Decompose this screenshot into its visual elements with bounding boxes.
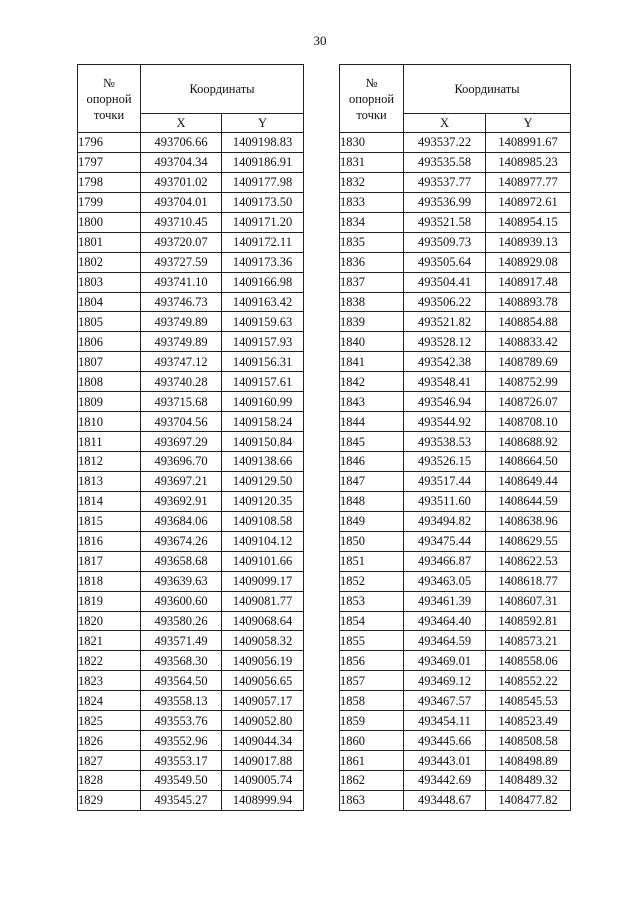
y-coordinate-cell: 1408592.81 [486, 611, 571, 631]
x-coordinate-cell: 493546.94 [404, 392, 486, 412]
point-number-cell: 1830 [340, 133, 404, 153]
x-coordinate-cell: 493701.02 [141, 172, 222, 192]
x-coordinate-cell: 493704.01 [141, 192, 222, 212]
point-number-cell: 1800 [78, 212, 141, 232]
point-number-cell: 1833 [340, 192, 404, 212]
y-coordinate-cell: 1408629.55 [486, 531, 571, 551]
y-coordinate-cell: 1408999.94 [222, 790, 304, 810]
y-coordinate-cell: 1408664.50 [486, 452, 571, 472]
x-coordinate-cell: 493740.28 [141, 372, 222, 392]
x-coordinate-cell: 493542.38 [404, 352, 486, 372]
x-coordinate-cell: 493469.12 [404, 671, 486, 691]
table-row [340, 352, 571, 372]
point-number-header-line3: точки [93, 107, 125, 122]
point-number-cell: 1847 [340, 471, 404, 491]
x-coordinate-cell: 493741.10 [141, 272, 222, 292]
x-coordinate-cell: 493706.66 [141, 133, 222, 153]
y-coordinate-cell: 1409108.58 [222, 511, 304, 531]
y-coordinate-cell: 1408752.99 [486, 372, 571, 392]
y-coordinate-cell: 1408789.69 [486, 352, 571, 372]
point-number-cell: 1821 [78, 631, 141, 651]
x-coordinate-cell: 493454.11 [404, 711, 486, 731]
y-coordinate-cell: 1408939.13 [486, 232, 571, 252]
point-number-cell: 1806 [78, 332, 141, 352]
y-coordinate-cell: 1408644.59 [486, 491, 571, 511]
point-number-cell: 1850 [340, 531, 404, 551]
x-coordinate-cell: 493494.82 [404, 511, 486, 531]
y-coordinate-cell: 1408622.53 [486, 551, 571, 571]
x-coordinate-cell: 493704.34 [141, 152, 222, 172]
y-coordinate-cell: 1408929.08 [486, 252, 571, 272]
table-row [340, 691, 571, 711]
table-row [340, 611, 571, 631]
x-coordinate-cell: 493521.58 [404, 212, 486, 232]
y-coordinate-cell: 1409138.66 [222, 452, 304, 472]
table-row [340, 790, 571, 810]
x-coordinate-cell: 493747.12 [141, 352, 222, 372]
x-coordinate-cell: 493564.50 [141, 671, 222, 691]
point-number-cell: 1814 [78, 491, 141, 511]
table-row [78, 611, 304, 631]
y-coordinate-cell: 1408985.23 [486, 152, 571, 172]
table-row [78, 691, 304, 711]
y-coordinate-cell: 1408638.96 [486, 511, 571, 531]
y-coordinate-cell: 1409150.84 [222, 432, 304, 452]
y-coordinate-cell: 1408618.77 [486, 571, 571, 591]
x-coordinate-cell: 493467.57 [404, 691, 486, 711]
x-coordinate-cell: 493504.41 [404, 272, 486, 292]
table-row [340, 711, 571, 731]
x-coordinate-cell: 493538.53 [404, 432, 486, 452]
x-coordinate-cell: 493692.91 [141, 491, 222, 511]
x-coordinate-cell: 493466.87 [404, 551, 486, 571]
table-row [78, 571, 304, 591]
y-coordinate-cell: 1409172.11 [222, 232, 304, 252]
x-coordinate-cell: 493509.73 [404, 232, 486, 252]
point-number-cell: 1823 [78, 671, 141, 691]
point-number-cell: 1801 [78, 232, 141, 252]
x-coordinate-cell: 493537.77 [404, 172, 486, 192]
table-row [340, 671, 571, 691]
point-number-header-line1: № [103, 75, 115, 90]
point-number-cell: 1835 [340, 232, 404, 252]
y-coordinate-cell: 1408477.82 [486, 790, 571, 810]
y-coordinate-cell: 1409104.12 [222, 531, 304, 551]
y-coordinate-cell: 1409005.74 [222, 771, 304, 791]
table-row [78, 272, 304, 292]
x-coordinate-cell: 493448.67 [404, 790, 486, 810]
table-row [78, 332, 304, 352]
table-row [340, 591, 571, 611]
point-number-cell: 1855 [340, 631, 404, 651]
y-coordinate-cell: 1409044.34 [222, 731, 304, 751]
x-coordinate-cell: 493746.73 [141, 292, 222, 312]
table-row [78, 471, 304, 491]
x-coordinate-cell: 493528.12 [404, 332, 486, 352]
point-number-cell: 1858 [340, 691, 404, 711]
y-coordinate-cell: 1408508.58 [486, 731, 571, 751]
table-row [340, 531, 571, 551]
x-coordinate-cell: 493445.66 [404, 731, 486, 751]
point-number-cell: 1820 [78, 611, 141, 631]
point-number-cell: 1843 [340, 392, 404, 412]
coordinates-header: Координаты [404, 65, 571, 114]
x-coordinate-cell: 493552.96 [141, 731, 222, 751]
table-row [78, 432, 304, 452]
point-number-header-line2: опорной [348, 91, 395, 106]
point-number-cell: 1846 [340, 452, 404, 472]
y-coordinate-cell: 1408552.22 [486, 671, 571, 691]
table-row [340, 412, 571, 432]
y-coordinate-cell: 1408688.92 [486, 432, 571, 452]
table-row [78, 192, 304, 212]
x-coordinate-cell: 493639.63 [141, 571, 222, 591]
x-coordinate-cell: 493568.30 [141, 651, 222, 671]
y-coordinate-cell: 1408893.78 [486, 292, 571, 312]
point-number-cell: 1805 [78, 312, 141, 332]
coordinates-header: Координаты [141, 65, 304, 114]
y-coordinate-cell: 1408708.10 [486, 412, 571, 432]
x-coordinate-cell: 493544.92 [404, 412, 486, 432]
point-number-cell: 1863 [340, 790, 404, 810]
y-column-header: Y [486, 114, 571, 133]
table-row [340, 292, 571, 312]
x-coordinate-cell: 493727.59 [141, 252, 222, 272]
table-row [78, 771, 304, 791]
y-coordinate-cell: 1408917.48 [486, 272, 571, 292]
point-number-cell: 1849 [340, 511, 404, 531]
table-row [78, 352, 304, 372]
table-row [340, 192, 571, 212]
right-table-body [340, 133, 571, 811]
y-coordinate-cell: 1409171.20 [222, 212, 304, 232]
point-number-cell: 1841 [340, 352, 404, 372]
y-coordinate-cell: 1408854.88 [486, 312, 571, 332]
x-coordinate-cell: 493443.01 [404, 751, 486, 771]
y-coordinate-cell: 1408833.42 [486, 332, 571, 352]
table-row [340, 751, 571, 771]
table-row [340, 232, 571, 252]
table-row [78, 651, 304, 671]
point-number-cell: 1799 [78, 192, 141, 212]
y-coordinate-cell: 1408954.15 [486, 212, 571, 232]
point-number-cell: 1829 [78, 790, 141, 810]
x-coordinate-cell: 493710.45 [141, 212, 222, 232]
x-coordinate-cell: 493696.70 [141, 452, 222, 472]
table-row [78, 133, 304, 153]
table-row [78, 631, 304, 651]
point-number-cell: 1827 [78, 751, 141, 771]
table-row [340, 172, 571, 192]
x-coordinate-cell: 493553.17 [141, 751, 222, 771]
y-coordinate-cell: 1409017.88 [222, 751, 304, 771]
y-coordinate-cell: 1409173.50 [222, 192, 304, 212]
table-row [78, 372, 304, 392]
x-coordinate-cell: 493521.82 [404, 312, 486, 332]
y-coordinate-cell: 1409156.31 [222, 352, 304, 372]
y-coordinate-cell: 1408607.31 [486, 591, 571, 611]
x-coordinate-cell: 493506.22 [404, 292, 486, 312]
table-row [78, 711, 304, 731]
x-coordinate-cell: 493464.40 [404, 611, 486, 631]
table-row [78, 172, 304, 192]
table-row [78, 531, 304, 551]
coordinates-table-left [77, 64, 304, 811]
point-number-cell: 1851 [340, 551, 404, 571]
y-coordinate-cell: 1408649.44 [486, 471, 571, 491]
point-number-cell: 1804 [78, 292, 141, 312]
point-number-cell: 1798 [78, 172, 141, 192]
table-row [340, 471, 571, 491]
y-coordinate-cell: 1409186.91 [222, 152, 304, 172]
y-coordinate-cell: 1409159.63 [222, 312, 304, 332]
y-coordinate-cell: 1408498.89 [486, 751, 571, 771]
point-number-cell: 1832 [340, 172, 404, 192]
point-number-cell: 1817 [78, 551, 141, 571]
point-number-cell: 1818 [78, 571, 141, 591]
table-row [340, 731, 571, 751]
point-number-cell: 1828 [78, 771, 141, 791]
x-coordinate-cell: 493749.89 [141, 312, 222, 332]
point-number-cell: 1853 [340, 591, 404, 611]
point-number-cell: 1797 [78, 152, 141, 172]
x-coordinate-cell: 493469.01 [404, 651, 486, 671]
y-coordinate-cell: 1409056.65 [222, 671, 304, 691]
table-row [340, 212, 571, 232]
point-number-cell: 1857 [340, 671, 404, 691]
x-coordinate-cell: 493674.26 [141, 531, 222, 551]
x-coordinate-cell: 493535.58 [404, 152, 486, 172]
x-coordinate-cell: 493475.44 [404, 531, 486, 551]
table-row [78, 452, 304, 472]
table-row [78, 491, 304, 511]
y-coordinate-cell: 1409057.17 [222, 691, 304, 711]
table-row [340, 133, 571, 153]
y-coordinate-cell: 1408726.07 [486, 392, 571, 412]
x-coordinate-cell: 493463.05 [404, 571, 486, 591]
table-row [340, 491, 571, 511]
point-number-cell: 1834 [340, 212, 404, 232]
table-row [78, 751, 304, 771]
x-coordinate-cell: 493697.21 [141, 471, 222, 491]
point-number-cell: 1803 [78, 272, 141, 292]
y-coordinate-cell: 1408489.32 [486, 771, 571, 791]
table-row [78, 252, 304, 272]
x-coordinate-cell: 493545.27 [141, 790, 222, 810]
y-coordinate-cell: 1409058.32 [222, 631, 304, 651]
table-row [340, 551, 571, 571]
y-coordinate-cell: 1409129.50 [222, 471, 304, 491]
table-row [78, 392, 304, 412]
point-number-header-line3: точки [356, 107, 387, 122]
table-row [78, 551, 304, 571]
x-coordinate-cell: 493461.39 [404, 591, 486, 611]
x-coordinate-cell: 493553.76 [141, 711, 222, 731]
x-coordinate-cell: 493658.68 [141, 551, 222, 571]
point-number-cell: 1826 [78, 731, 141, 751]
y-coordinate-cell: 1409157.61 [222, 372, 304, 392]
point-number-cell: 1810 [78, 412, 141, 432]
point-number-cell: 1852 [340, 571, 404, 591]
point-number-cell: 1842 [340, 372, 404, 392]
table-row [340, 392, 571, 412]
table-row [78, 731, 304, 751]
point-number-cell: 1825 [78, 711, 141, 731]
x-coordinate-cell: 493704.56 [141, 412, 222, 432]
x-coordinate-cell: 493697.29 [141, 432, 222, 452]
x-coordinate-cell: 493442.69 [404, 771, 486, 791]
table-row [340, 511, 571, 531]
point-number-cell: 1860 [340, 731, 404, 751]
table-row [78, 412, 304, 432]
table-row [340, 771, 571, 791]
point-number-cell: 1808 [78, 372, 141, 392]
point-number-cell: 1839 [340, 312, 404, 332]
x-column-header: X [141, 114, 222, 133]
point-number-cell: 1822 [78, 651, 141, 671]
table-row [78, 591, 304, 611]
y-coordinate-cell: 1408573.21 [486, 631, 571, 651]
y-coordinate-cell: 1409120.35 [222, 491, 304, 511]
page-number: 30 [313, 33, 327, 48]
y-coordinate-cell: 1409198.83 [222, 133, 304, 153]
point-number-header [340, 65, 404, 133]
x-coordinate-cell: 493715.68 [141, 392, 222, 412]
point-number-cell: 1813 [78, 471, 141, 491]
point-number-header-line1: № [365, 75, 378, 90]
table-row [340, 252, 571, 272]
table-row [78, 152, 304, 172]
y-coordinate-cell: 1409056.19 [222, 651, 304, 671]
y-coordinate-cell: 1409099.17 [222, 571, 304, 591]
y-coordinate-cell: 1408972.61 [486, 192, 571, 212]
x-coordinate-cell: 493600.60 [141, 591, 222, 611]
table-row [78, 671, 304, 691]
point-number-cell: 1796 [78, 133, 141, 153]
y-coordinate-cell: 1409157.93 [222, 332, 304, 352]
y-coordinate-cell: 1409173.36 [222, 252, 304, 272]
x-coordinate-cell: 493464.59 [404, 631, 486, 651]
y-coordinate-cell: 1409177.98 [222, 172, 304, 192]
y-coordinate-cell: 1409160.99 [222, 392, 304, 412]
y-coordinate-cell: 1409052.80 [222, 711, 304, 731]
y-coordinate-cell: 1408523.49 [486, 711, 571, 731]
point-number-header-line2: опорной [86, 91, 132, 106]
x-coordinate-cell: 493580.26 [141, 611, 222, 631]
x-coordinate-cell: 493505.64 [404, 252, 486, 272]
y-coordinate-cell: 1409158.24 [222, 412, 304, 432]
x-coordinate-cell: 493749.89 [141, 332, 222, 352]
table-row [340, 631, 571, 651]
point-number-cell: 1812 [78, 452, 141, 472]
point-number-cell: 1845 [340, 432, 404, 452]
point-number-cell: 1831 [340, 152, 404, 172]
y-coordinate-cell: 1409166.98 [222, 272, 304, 292]
point-number-cell: 1854 [340, 611, 404, 631]
table-row [340, 651, 571, 671]
table-row [340, 571, 571, 591]
x-coordinate-cell: 493549.50 [141, 771, 222, 791]
left-table-body [78, 133, 304, 811]
point-number-cell: 1837 [340, 272, 404, 292]
point-number-cell: 1819 [78, 591, 141, 611]
x-coordinate-cell: 493720.07 [141, 232, 222, 252]
point-number-cell: 1807 [78, 352, 141, 372]
point-number-cell: 1816 [78, 531, 141, 551]
point-number-header [78, 65, 141, 133]
point-number-cell: 1840 [340, 332, 404, 352]
table-row [78, 232, 304, 252]
x-coordinate-cell: 493684.06 [141, 511, 222, 531]
table-row [78, 511, 304, 531]
table-row [340, 152, 571, 172]
y-coordinate-cell: 1409163.42 [222, 292, 304, 312]
x-coordinate-cell: 493517.44 [404, 471, 486, 491]
point-number-cell: 1802 [78, 252, 141, 272]
point-number-cell: 1861 [340, 751, 404, 771]
x-coordinate-cell: 493526.15 [404, 452, 486, 472]
table-row [78, 312, 304, 332]
x-column-header: X [404, 114, 486, 133]
table-row [340, 332, 571, 352]
point-number-cell: 1836 [340, 252, 404, 272]
y-coordinate-cell: 1409081.77 [222, 591, 304, 611]
y-coordinate-cell: 1409068.64 [222, 611, 304, 631]
x-coordinate-cell: 493558.13 [141, 691, 222, 711]
point-number-cell: 1809 [78, 392, 141, 412]
point-number-cell: 1824 [78, 691, 141, 711]
x-coordinate-cell: 493571.49 [141, 631, 222, 651]
point-number-cell: 1862 [340, 771, 404, 791]
table-row [340, 432, 571, 452]
point-number-cell: 1859 [340, 711, 404, 731]
y-coordinate-cell: 1408545.53 [486, 691, 571, 711]
table-row [340, 272, 571, 292]
table-row [340, 452, 571, 472]
x-coordinate-cell: 493536.99 [404, 192, 486, 212]
table-row [340, 312, 571, 332]
x-coordinate-cell: 493548.41 [404, 372, 486, 392]
x-coordinate-cell: 493537.22 [404, 133, 486, 153]
point-number-cell: 1838 [340, 292, 404, 312]
point-number-cell: 1811 [78, 432, 141, 452]
point-number-cell: 1815 [78, 511, 141, 531]
table-row [78, 212, 304, 232]
point-number-cell: 1848 [340, 491, 404, 511]
y-coordinate-cell: 1408977.77 [486, 172, 571, 192]
table-row [78, 790, 304, 810]
table-row [340, 372, 571, 392]
y-coordinate-cell: 1408991.67 [486, 133, 571, 153]
y-coordinate-cell: 1409101.66 [222, 551, 304, 571]
coordinates-table-right [339, 64, 571, 811]
table-row [78, 292, 304, 312]
y-coordinate-cell: 1408558.06 [486, 651, 571, 671]
point-number-cell: 1856 [340, 651, 404, 671]
point-number-cell: 1844 [340, 412, 404, 432]
y-column-header: Y [222, 114, 304, 133]
x-coordinate-cell: 493511.60 [404, 491, 486, 511]
